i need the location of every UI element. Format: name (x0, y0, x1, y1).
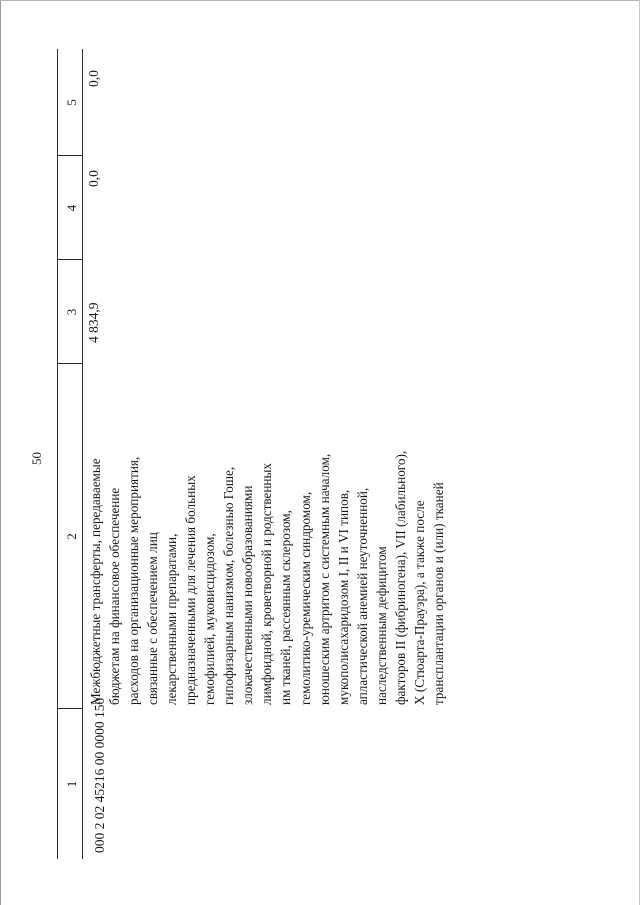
description-line: связанные с обеспечением лиц (145, 532, 161, 705)
description-line: юношеским артритом с системным началом, (316, 453, 332, 705)
description-line: гипофизарным нанизмом, болезнью Гоше, (221, 466, 237, 705)
description-line: гемофилией, муковисцидозом, (202, 533, 218, 705)
description-line: им тканей, рассеянным склерозом, (278, 510, 294, 705)
column-header-4: 4 (64, 204, 79, 212)
column-header-2: 2 (64, 533, 79, 540)
column-header-3: 3 (64, 308, 79, 316)
description-line: лекарственными препаратами, (164, 533, 180, 705)
budget-classification-code: 000 2 02 45216 00 0000 150 (92, 697, 107, 853)
description-line: мукополисахаридозом I, II и VI типов, (335, 489, 351, 705)
table-top-rule (57, 49, 58, 859)
value-col4: 0,0 (86, 170, 101, 187)
column-header-1: 1 (64, 780, 79, 788)
value-col5: 0,0 (86, 70, 101, 87)
description-line: расходов на организационные мероприятия, (126, 456, 142, 705)
description-line: гемолитико-уремическим синдромом, (297, 491, 313, 705)
table-header-rule (82, 49, 83, 859)
value-col3: 4 834,9 (86, 302, 101, 343)
description-line: предназначенными для лечения больных (183, 475, 199, 705)
description-line: лимфоидной, кроветворной и родственных (259, 463, 275, 705)
row-description (86, 451, 448, 705)
page-number: 50 (29, 452, 44, 465)
description-line: бюджетам на финансовое обеспечение (107, 487, 123, 705)
description-line: наследственным дефицитом (373, 546, 389, 705)
description-line: X (Стюарта-Прауэра), а также после (411, 500, 427, 705)
description-line: факторов II (фибриногена), VII (лабильного), (392, 450, 408, 705)
description-line: Межбюджетные трансферты, передаваемые (88, 458, 103, 705)
column-header-5: 5 (64, 99, 79, 106)
description-line: трансплантации органов и (или) тканей (430, 482, 446, 705)
description-line: злокачественными новообразованиями (240, 485, 256, 705)
description-line: апластической анемией неуточненной, (354, 487, 370, 705)
